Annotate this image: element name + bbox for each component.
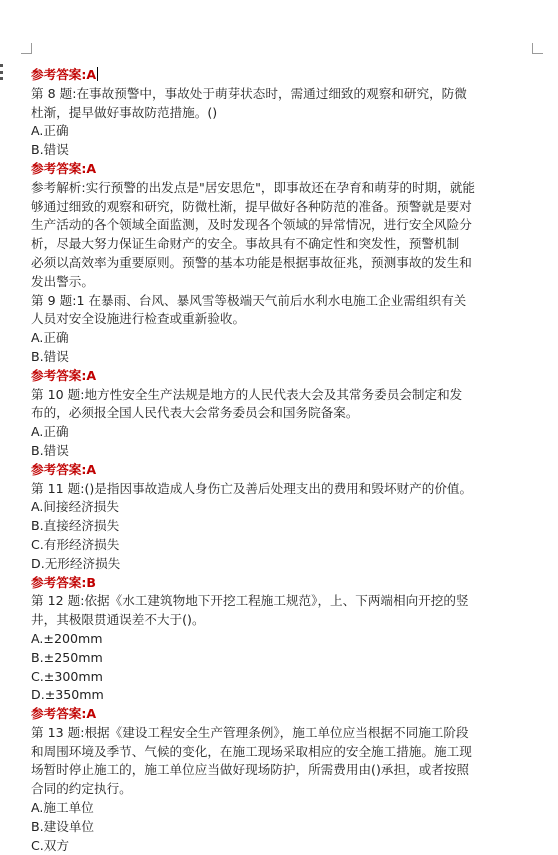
question-8-analysis-4: 析，尽最大努力保证生命财产的安全。事故具有不确定性和突发性，预警机制 [31,236,460,252]
question-9-line-2: 人员对安全设施进行检查或重新验收。 [31,311,246,327]
question-11-option-b: B.直接经济损失 [31,518,120,534]
question-11-answer: 参考答案:B [31,574,97,590]
question-8-option-b: B.错误 [31,142,69,158]
question-9-option-b: B.错误 [31,348,69,364]
question-10-option-b: B.错误 [31,442,69,458]
question-11-option-c: C.有形经济损失 [31,536,120,552]
question-10-line-2: 布的，必须报全国人民代表大会常务委员会和国务院备案。 [31,405,359,421]
question-9-option-a: A.正确 [31,330,69,346]
question-13-option-a: A.施工单位 [31,800,94,816]
margin-corner-top-right [532,43,543,54]
question-13-option-c: C.双方 [31,837,69,853]
question-13-line-3: 场暂时停止施工的，施工单位应当做好现场防护，所需费用由()承担，或者按照 [31,762,470,778]
question-13-line-4: 合同的约定执行。 [31,781,132,797]
question-12-line-2: 井，其极限贯通误差不大于()。 [31,612,205,628]
question-12-line-1: 第 12 题:依据《水工建筑物地下开挖工程施工规范》，上、下两端相向开挖的竖 [31,593,469,609]
question-13-line-1: 第 13 题:根据《建设工程安全生产管理条例》，施工单位应当根据不同施工阶段 [31,724,469,740]
question-8-line-2: 杜渐，提早做好事故防范措施。() [31,104,218,120]
question-8-analysis-1: 参考解析:实行预警的出发点是"居安思危"，即事故还在孕育和萌芽的时期，就能 [31,179,476,195]
question-12-option-a: A.±200mm [31,630,103,646]
margin-corner-top-left [21,43,32,54]
question-11-line-1: 第 11 题:()是指因事故造成人身伤亡及善后处理支出的费用和毁坏财产的价值。 [31,480,473,496]
question-13-line-2: 和周围环境及季节、气候的变化，在施工现场采取相应的安全施工措施。施工现 [31,743,472,759]
question-8-analysis-3: 生产活动的各个领域全面监测，及时发现各个领域的异常情况，进行安全风险分 [31,217,472,233]
question-10-line-1: 第 10 题:地方性安全生产法规是地方的人民代表大会及其常务委员会制定和发 [31,386,463,402]
question-10-answer: 参考答案:A [31,461,97,477]
question-12-option-c: C.±300mm [31,668,103,684]
question-11-option-d: D.无形经济损失 [31,555,121,571]
question-12-option-b: B.±250mm [31,649,103,665]
question-8-answer: 参考答案:A [31,160,97,176]
document-body[interactable] [31,66,531,853]
text-cursor [97,67,98,81]
answer-line-q7: 参考答案:A [31,67,97,82]
question-10-option-a: A.正确 [31,424,69,440]
question-9-answer: 参考答案:A [31,367,97,383]
question-11-option-a: A.间接经济损失 [31,499,119,515]
question-13-option-b: B.建设单位 [31,818,95,834]
question-12-answer: 参考答案:A [31,706,97,722]
question-8-analysis-6: 发出警示。 [31,273,94,289]
question-8-line-1: 第 8 题:在事故预警中，事故处于萌芽状态时，需通过细致的观察和研究，防微 [31,85,467,101]
question-9-line-1: 第 9 题:1 在暴雨、台风、暴风雪等极端天气前后水利水电施工企业需组织有关 [31,292,467,308]
question-8-analysis-5: 必须以高效率为重要原则。预警的基本功能是根据事故征兆，预测事故的发生和 [31,254,472,270]
drag-handle-icon[interactable] [0,64,4,80]
question-12-option-d: D.±350mm [31,687,104,703]
question-8-option-a: A.正确 [31,123,69,139]
question-8-analysis-2: 够通过细致的观察和研究，防微杜渐，提早做好各种防范的准备。预警就是要对 [31,198,472,214]
